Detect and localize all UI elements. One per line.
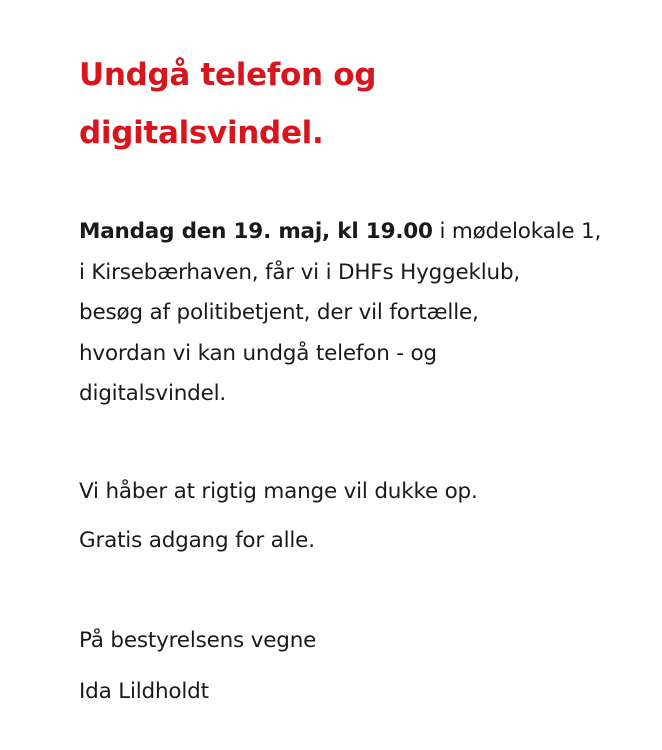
intro-line-3: besøg af politibetjent, der vil fortælle, — [79, 300, 479, 325]
title-line-1: Undgå telefon og — [79, 57, 377, 93]
title-line-2: digitalsvindel. — [79, 115, 324, 151]
on-behalf-text: På bestyrelsens vegne — [79, 628, 317, 653]
hope-text: Vi håber at rigtig mange vil dukke op. — [79, 479, 478, 504]
event-date-time: Mandag den 19. maj, kl 19.00 — [79, 219, 433, 244]
intro-paragraph — [79, 212, 601, 415]
intro-line-4: hvordan vi kan undgå telefon - og — [79, 340, 437, 366]
free-admission-text: Gratis adgang for alle. — [79, 528, 315, 553]
intro-line-1 — [79, 212, 601, 253]
signature: Ida Lildholdt — [79, 679, 209, 704]
intro-line-5: digitalsvindel. — [79, 381, 227, 406]
intro-line-2: i Kirsebærhaven, får vi i DHFs Hyggeklub, — [79, 259, 521, 285]
announcement-title — [79, 46, 376, 162]
intro-line-1-rest: i mødelokale 1, — [432, 219, 602, 244]
